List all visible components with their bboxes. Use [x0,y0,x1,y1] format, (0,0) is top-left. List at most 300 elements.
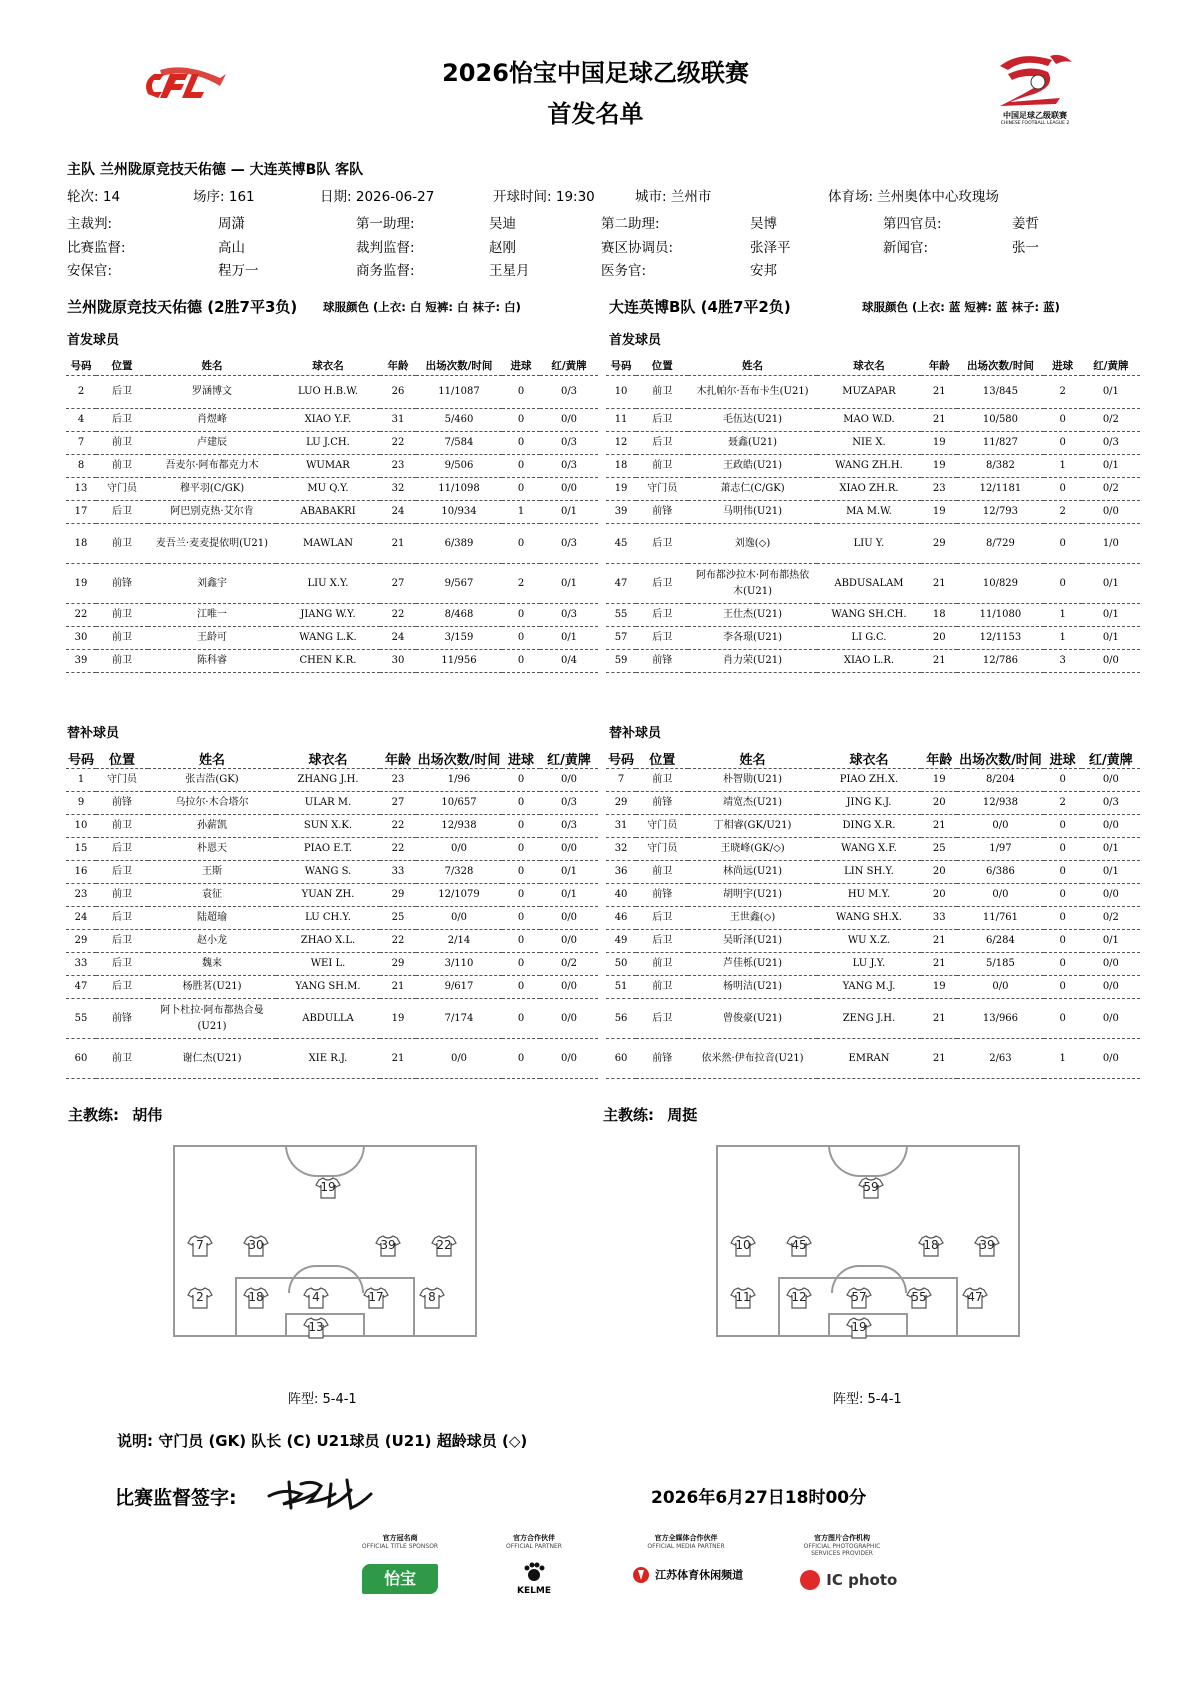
cell-number: 13 [66,478,96,501]
cell-number: 19 [606,478,636,501]
cell-age: 19 [921,455,957,478]
cell-cards: 0/0 [540,838,598,861]
cell-position: 前卫 [636,953,688,976]
cell-cards: 0/1 [1082,627,1140,650]
cell-cards: 0/0 [540,976,598,999]
table-row [606,604,1140,627]
sponsor-name: 怡宝 [383,1569,416,1588]
home-subs-table [66,748,598,1079]
column-header-cards: 红/黄牌 [540,355,598,376]
away-team-name: 大连英博B队 [249,162,331,178]
cell-cards: 0/1 [540,861,598,884]
player-shirt-icon [303,1317,329,1339]
cell-position: 前卫 [636,976,688,999]
column-header-name: 姓名 [148,355,276,376]
shirt-number: 19 [851,1320,867,1334]
cell-goals: 0 [502,409,540,432]
cell-shirt-name: XIAO L.R. [817,650,921,673]
ic-photo-icon [800,1570,820,1590]
cell-age: 22 [380,815,416,838]
cell-appearances: 11/1087 [416,376,502,409]
cell-position: 守门员 [96,478,148,501]
column-header-shirt-name: 球衣名 [817,355,921,376]
shirt-number: 18 [248,1290,264,1304]
table-row [606,953,1140,976]
cell-number: 33 [66,953,96,976]
cell-number: 8 [66,455,96,478]
table-row [66,792,598,815]
cell-appearances: 8/382 [957,455,1043,478]
cell-name: 王仕杰(U21) [688,604,816,627]
table-row [66,432,598,455]
official-value: 赵刚 [489,240,516,256]
cell-goals: 0 [1044,409,1082,432]
jiangsu-channel-icon [632,1566,650,1584]
cell-goals: 0 [1044,478,1082,501]
cell-shirt-name: MUZAPAR [817,376,921,409]
cell-shirt-name: PIAO ZH.X. [817,769,921,792]
cell-shirt-name: HU M.Y. [817,884,921,907]
player-shirt-icon [431,1235,457,1257]
cell-position: 前卫 [96,884,148,907]
cell-cards: 0/0 [1082,501,1140,524]
cell-name: 林尚远(U21) [688,861,816,884]
shirt-number: 59 [863,1180,879,1194]
cell-goals: 0 [502,838,540,861]
league-logo-caption: 中国足球乙级联赛 [1003,111,1067,120]
cell-appearances: 8/468 [416,604,502,627]
shirt-number: 57 [851,1290,867,1304]
cell-shirt-name: YUAN ZH. [276,884,380,907]
league-two-logo [990,52,1080,124]
home-subs-title: 替补球员 [67,726,120,741]
table-row [66,838,598,861]
cell-shirt-name: MAWLAN [276,524,380,564]
cell-age: 29 [380,953,416,976]
cell-cards: 0/0 [1082,650,1140,673]
cell-number: 15 [66,838,96,861]
table-row [606,455,1140,478]
sponsor-name: 江苏体育休闲频道 [655,1568,744,1582]
cell-shirt-name: ABABAKRI [276,501,380,524]
cell-position: 前卫 [636,455,688,478]
cell-appearances: 7/174 [416,999,502,1039]
cell-position: 前卫 [96,1039,148,1079]
away-coach [603,1104,697,1125]
cell-age: 21 [921,564,957,604]
table-row [66,1039,598,1079]
table-row [66,650,598,673]
cell-cards: 0/3 [540,792,598,815]
player-shirt-icon [187,1235,213,1257]
signature-datetime: 2026年6月27日18时00分 [651,1488,867,1508]
official-label: 赛区协调员: [601,240,674,256]
cell-position: 后卫 [636,564,688,604]
table-row [606,1039,1140,1079]
shirt-number: 55 [911,1290,927,1304]
official-value: 姜哲 [1012,216,1039,232]
cell-age: 21 [380,976,416,999]
cell-age: 21 [921,815,957,838]
away-coach-label: 主教练: [603,1106,654,1124]
away-subs-table [606,748,1140,1079]
sponsor-partner-block [484,1533,584,1596]
cell-position: 前卫 [636,769,688,792]
table-row [66,627,598,650]
cell-appearances: 11/1098 [416,478,502,501]
cell-goals: 0 [502,604,540,627]
home-coach [68,1104,162,1125]
cell-appearances: 13/845 [957,376,1043,409]
official-value: 程万一 [218,263,259,279]
table-row [606,907,1140,930]
cell-goals: 1 [1044,604,1082,627]
cell-goals: 1 [502,501,540,524]
cell-age: 21 [380,524,416,564]
cell-age: 19 [921,769,957,792]
cell-name: 朴恩天 [148,838,276,861]
cell-appearances: 12/786 [957,650,1043,673]
sponsor-heading: 官方图片合作机构 [814,1534,870,1542]
table-row [606,627,1140,650]
player-shirt-icon [858,1177,884,1199]
sponsor-sub: OFFICIAL TITLE SPONSOR [361,1543,439,1550]
cell-goals: 0 [1044,524,1082,564]
cell-number: 46 [606,907,636,930]
sponsor-heading: 官方冠名商 [382,1534,418,1542]
cell-position: 前锋 [636,1039,688,1079]
cell-appearances: 0/0 [957,976,1043,999]
cell-cards: 0/1 [540,627,598,650]
sponsor-logo-kelme [484,1562,584,1596]
cell-position: 守门员 [636,838,688,861]
cell-number: 55 [66,999,96,1039]
cell-appearances: 12/938 [957,792,1043,815]
cell-age: 33 [921,907,957,930]
cell-goals: 0 [1044,564,1082,604]
cell-number: 57 [606,627,636,650]
cell-name: 谢仁杰(U21) [148,1039,276,1079]
cell-goals: 0 [1044,930,1082,953]
player-shirt-icon [786,1287,812,1309]
home-formation-pitch [173,1145,477,1337]
table-row [606,501,1140,524]
sponsor-sub: OFFICIAL PHOTOGRAPHIC SERVICES PROVIDER [803,1543,881,1557]
cell-position: 后卫 [96,953,148,976]
cell-cards: 0/2 [540,953,598,976]
kickoff-info [493,185,595,205]
cell-cards: 0/0 [1082,884,1140,907]
official-label: 主裁判: [67,216,113,232]
cell-number: 29 [606,792,636,815]
cell-appearances: 0/0 [416,1039,502,1079]
match-no-label: 场序: [193,189,225,205]
away-kit-colors: 球服颜色 (上衣: 蓝 短裤: 蓝 袜子: 蓝) [862,300,1060,314]
city-info [635,185,711,205]
away-starters-table [606,355,1140,673]
sponsor-photo-block [792,1533,897,1590]
cell-cards: 0/3 [540,376,598,409]
cell-goals: 0 [502,769,540,792]
cell-number: 39 [66,650,96,673]
cell-appearances: 12/938 [416,815,502,838]
table-row [606,930,1140,953]
cell-position: 前卫 [636,376,688,409]
cell-age: 21 [921,650,957,673]
player-shirt-icon [419,1287,445,1309]
cell-age: 29 [380,884,416,907]
cell-name: 王斯 [148,861,276,884]
cell-position: 后卫 [96,907,148,930]
table-row [606,884,1140,907]
cell-shirt-name: LU J.Y. [817,953,921,976]
official-label: 新闻官: [883,240,929,256]
cell-name: 丁相睿(GK/U21) [688,815,816,838]
player-shirt-icon [303,1287,329,1309]
cell-age: 23 [380,769,416,792]
column-header-age: 年龄 [921,355,957,376]
cell-cards: 0/1 [540,501,598,524]
cell-appearances: 11/1080 [957,604,1043,627]
cell-age: 25 [380,907,416,930]
cell-appearances: 0/0 [416,907,502,930]
cell-appearances: 12/1079 [416,884,502,907]
cell-position: 后卫 [636,524,688,564]
shirt-number: 39 [380,1238,396,1252]
cell-cards: 0/1 [1082,376,1140,409]
kickoff-value: 19:30 [555,189,595,205]
cell-goals: 0 [502,1039,540,1079]
cell-name: 孙薪凯 [148,815,276,838]
cell-goals: 0 [1044,861,1082,884]
cell-shirt-name: WANG S. [276,861,380,884]
cell-shirt-name: WANG L.K. [276,627,380,650]
cell-number: 30 [66,627,96,650]
official-value: 张泽平 [750,240,791,256]
cell-age: 32 [380,478,416,501]
cell-goals: 0 [502,376,540,409]
cell-shirt-name: ABDULLA [276,999,380,1039]
cell-age: 20 [921,627,957,650]
cell-number: 60 [66,1039,96,1079]
cell-name: 毛伍达(U21) [688,409,816,432]
official-label: 第四官员: [883,216,942,232]
table-row [606,999,1140,1039]
cell-shirt-name: YANG M.J. [817,976,921,999]
cell-appearances: 9/506 [416,455,502,478]
cell-age: 27 [380,564,416,604]
cell-appearances: 10/580 [957,409,1043,432]
shirt-number: 39 [979,1238,995,1252]
table-row [606,432,1140,455]
cell-shirt-name: EMRAN [817,1039,921,1079]
cell-shirt-name: LIN SH.Y. [817,861,921,884]
table-row [66,815,598,838]
cell-position: 前卫 [96,432,148,455]
cell-number: 9 [66,792,96,815]
table-row [606,792,1140,815]
cell-position: 后卫 [96,976,148,999]
cell-position: 后卫 [636,409,688,432]
player-shirt-icon [974,1235,1000,1257]
shirt-number: 17 [368,1290,384,1304]
cell-position: 前卫 [96,815,148,838]
table-row [606,815,1140,838]
home-kit-colors: 球服颜色 (上衣: 白 短裤: 白 袜子: 白) [323,300,521,314]
venue-info [828,185,999,205]
sponsor-sub: OFFICIAL PARTNER [506,1543,562,1550]
league-logo-caption-en: CHINESE FOOTBALL LEAGUE 2 [1000,121,1070,126]
cell-appearances: 8/729 [957,524,1043,564]
cell-appearances: 6/284 [957,930,1043,953]
cell-shirt-name: MA M.W. [817,501,921,524]
official-value: 张一 [1012,240,1039,256]
cell-position: 前锋 [636,792,688,815]
cell-cards: 0/2 [1082,409,1140,432]
cell-number: 11 [606,409,636,432]
cell-appearances: 2/63 [957,1039,1043,1079]
cell-name: 朴智勋(U21) [688,769,816,792]
column-header-name: 姓名 [688,355,816,376]
cell-name: 阿布都沙拉木·阿布都热依木(U21) [688,564,816,604]
cell-goals: 0 [1044,884,1082,907]
cell-position: 前卫 [96,524,148,564]
cell-age: 22 [380,604,416,627]
sponsor-media-block [636,1533,743,1584]
player-shirt-icon [730,1287,756,1309]
cell-age: 21 [380,1039,416,1079]
table-row [606,838,1140,861]
date-value: 2026-06-27 [355,189,435,205]
cell-age: 22 [380,838,416,861]
cell-name: 依米然·伊布拉音(U21) [688,1039,816,1079]
cell-shirt-name: DING X.R. [817,815,921,838]
table-row [606,564,1140,604]
cell-number: 60 [606,1039,636,1079]
official-value: 吴博 [750,216,777,232]
cell-shirt-name: LUO H.B.W. [276,376,380,409]
cell-name: 张吉浩(GK) [148,769,276,792]
home-team-name: 兰州陇原竞技天佑德 [99,162,226,178]
home-formation: 阵型: 5-4-1 [288,1392,357,1407]
cell-appearances: 12/793 [957,501,1043,524]
shirt-number: 8 [428,1290,436,1304]
cell-cards: 0/1 [1082,838,1140,861]
cell-number: 47 [66,976,96,999]
column-header-appearances: 出场次数/时间 [957,748,1043,769]
cell-name: 陆超瑜 [148,907,276,930]
column-header-goals: 进球 [502,748,540,769]
cell-cards: 0/3 [540,815,598,838]
home-label: 主队 [67,162,95,178]
away-formation-pitch [716,1145,1020,1337]
table-row [606,524,1140,564]
cell-number: 59 [606,650,636,673]
cell-goals: 0 [502,953,540,976]
column-header-shirt-name: 球衣名 [276,748,380,769]
cell-appearances: 3/110 [416,953,502,976]
cell-goals: 0 [502,650,540,673]
cell-shirt-name: NIE X. [817,432,921,455]
shirt-number: 12 [791,1290,807,1304]
cell-age: 33 [380,861,416,884]
column-header-cards: 红/黄牌 [1082,355,1140,376]
cell-number: 19 [66,564,96,604]
cell-shirt-name: WANG SH.X. [817,907,921,930]
home-team-record: 兰州陇原竞技天佑德 (2胜7平3负) [67,298,298,316]
cell-name: 乌拉尔·木合塔尔 [148,792,276,815]
cell-name: 刘逸(◇) [688,524,816,564]
cell-goals: 0 [502,884,540,907]
cell-name: 陈科睿 [148,650,276,673]
sponsor-logo-yibao [362,1564,438,1594]
sponsor-name: KELME [517,1586,551,1596]
cell-age: 25 [921,838,957,861]
cell-goals: 0 [502,478,540,501]
away-subs-title: 替补球员 [609,726,662,741]
cell-position: 前锋 [96,564,148,604]
cell-appearances: 1/97 [957,838,1043,861]
official-value: 高山 [218,240,245,256]
cell-name: 杨明洁(U21) [688,976,816,999]
cell-shirt-name: LIU X.Y. [276,564,380,604]
official-value: 王星月 [489,263,530,279]
column-header-goals: 进球 [1044,748,1082,769]
cell-cards: 0/0 [1082,769,1140,792]
cell-shirt-name: XIE R.J. [276,1039,380,1079]
column-header-shirt-name: 球衣名 [817,748,921,769]
table-row [66,861,598,884]
table-row [66,478,598,501]
cell-cards: 0/0 [1082,953,1140,976]
cell-position: 前卫 [96,604,148,627]
shirt-number: 19 [320,1180,336,1194]
cell-appearances: 6/389 [416,524,502,564]
cell-position: 前卫 [636,861,688,884]
cell-number: 24 [66,907,96,930]
cell-number: 10 [606,376,636,409]
cell-number: 7 [66,432,96,455]
cell-shirt-name: WANG X.F. [817,838,921,861]
cell-cards: 0/1 [1082,455,1140,478]
cell-goals: 0 [502,815,540,838]
official-value: 周潇 [218,216,245,232]
cell-shirt-name: MU Q.Y. [276,478,380,501]
cell-age: 21 [921,376,957,409]
cell-appearances: 13/966 [957,999,1043,1039]
table-row [66,524,598,564]
column-header-appearances: 出场次数/时间 [957,355,1043,376]
column-header-appearances: 出场次数/时间 [416,748,502,769]
cell-position: 后卫 [96,930,148,953]
cell-name: 王龄可 [148,627,276,650]
table-row [66,604,598,627]
document-title: 2026怡宝中国足球乙级联赛 [442,59,749,87]
shirt-number: 22 [436,1238,452,1252]
cell-goals: 0 [502,432,540,455]
cell-age: 21 [921,999,957,1039]
cell-name: 魏来 [148,953,276,976]
cell-goals: 0 [502,524,540,564]
venue-label: 体育场: [828,189,874,205]
cell-cards: 0/3 [1082,432,1140,455]
cell-goals: 0 [1044,815,1082,838]
cell-number: 39 [606,501,636,524]
cell-age: 20 [921,792,957,815]
cell-age: 31 [380,409,416,432]
away-starters-title: 首发球员 [609,333,662,348]
column-header-cards: 红/黄牌 [540,748,598,769]
